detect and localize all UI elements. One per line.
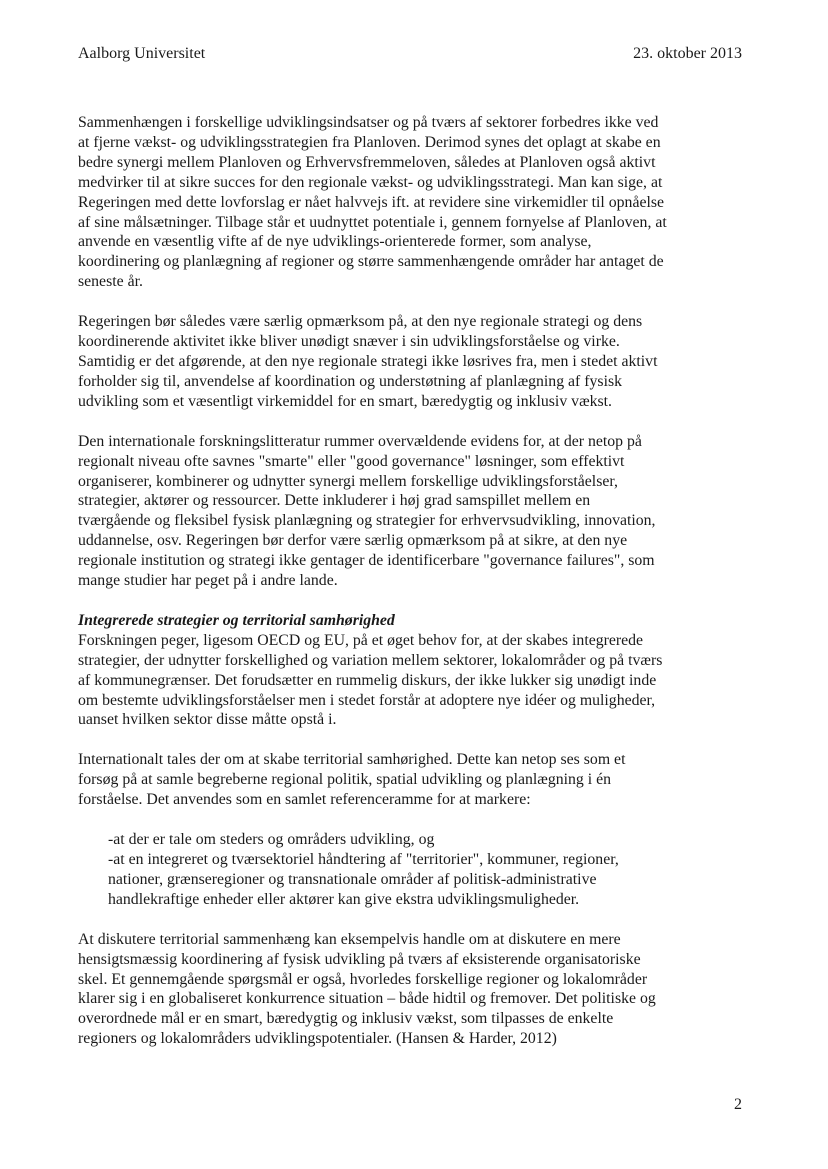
text-line: strategier, aktører og ressourcer. Dette inkluderer i høj grad samspillet mellem en bbox=[78, 492, 591, 510]
text-line: Internationalt tales der om at skabe territorial samhørighed. Dette kan netop ses som et bbox=[78, 751, 626, 769]
text-line: regionale institution og strategi ikke gentager de identificerbare "governance failures", som bbox=[78, 552, 655, 570]
text-line: Regeringen bør således være særlig opmærksom på, at den nye regionale strategi og dens bbox=[78, 313, 643, 331]
text-line: medvirker til at sikre succes for den regionale vækst- og udviklingsstrategi. Man kan sige, at bbox=[78, 173, 663, 191]
paragraph bbox=[78, 631, 748, 731]
text-line: klarer sig i en globaliseret konkurrence situation – både hidtil og fremover. Det politiske og bbox=[78, 990, 656, 1008]
text-line: organiserer, kombinerer og udnytter synergi mellem forskellige udviklingsforståelser, bbox=[78, 472, 618, 490]
text-line: udvikling som et væsentligt virkemiddel for en smart, bæredygtig og inklusiv vækst. bbox=[78, 392, 612, 410]
text-line: tværgående og fleksibel fysisk planlægning og strategier for erhvervsudvikling, innovation, bbox=[78, 512, 656, 530]
page-number: 2 bbox=[734, 1096, 742, 1113]
text-line: bedre synergi mellem Planloven og Erhvervsfremmeloven, således at Planloven også aktivt bbox=[78, 153, 656, 171]
text-line: strategier, der udnytter forskellighed og variation mellem sektorer, lokalområder og på tværs bbox=[78, 651, 663, 669]
text-line: Regeringen med dette lovforslag er nået halvvejs ift. at revidere sine virkemidler til opnåelse bbox=[78, 193, 665, 211]
text-line: forsøg på at samle begreberne regional politik, spatial udvikling og planlægning i én bbox=[78, 771, 612, 789]
paragraph bbox=[78, 930, 748, 1049]
header-date: 23. oktober 2013 bbox=[633, 45, 742, 62]
text-line: anvende en væsentlig vifte af de nye udviklings-orienterede former, som analyse, bbox=[78, 233, 592, 251]
text-line: koordinerende aktivitet ikke bliver unødigt snæver i sin udviklingsforståelse og virke. bbox=[78, 333, 620, 351]
text-line: uddannelse, osv. Regeringen bør derfor være særlig opmærksom på at sikre, at den nye bbox=[78, 532, 628, 550]
header-organization: Aalborg Universitet bbox=[78, 45, 206, 62]
paragraph bbox=[78, 312, 748, 412]
paragraph bbox=[78, 432, 748, 591]
text-line: At diskutere territorial sammenhæng kan eksempelvis handle om at diskutere en mere bbox=[78, 930, 621, 948]
text-line: Forskningen peger, ligesom OECD og EU, på et øget behov for, at der skabes integrerede bbox=[78, 631, 644, 649]
bullet-item: -at en integreret og tværsektoriel håndtering af "territorier", kommuner, regioner, bbox=[108, 851, 619, 868]
text-line: Den internationale forskningslitteratur rummer overvældende evidens for, at der netop på bbox=[78, 432, 642, 450]
paragraph bbox=[78, 113, 748, 292]
text-line: af sine målsætninger. Tilbage står et uudnyttet potentiale i, gennem fornyelse af Planloven, at bbox=[78, 213, 667, 231]
text-line: regionalt niveau ofte savnes "smarte" eller "good governance" løsninger, som effektivt bbox=[78, 452, 625, 470]
text-line: af kommunegrænser. Det forudsætter en rummelig diskurs, der ikke lukker sig unødigt inde bbox=[78, 671, 657, 689]
text-line: Samtidig er det afgørende, at den nye regionale strategi ikke løsrives fra, men i stedet aktivt bbox=[78, 352, 658, 370]
text-line: forholder sig til, anvendelse af koordination og understøtning af planlægning af fysisk bbox=[78, 372, 623, 390]
bullet-item: -at der er tale om steders og områders udvikling, og bbox=[108, 831, 435, 849]
paragraph bbox=[78, 750, 748, 810]
text-line: handlekraftige enheder eller aktører kan give ekstra udviklingsmuligheder. bbox=[108, 890, 580, 908]
text-line: mange studier har peget på i andre lande. bbox=[78, 572, 338, 590]
text-line: forståelse. Det anvendes som en samlet referenceramme for at markere: bbox=[78, 791, 531, 809]
text-line: overordnede mål er en smart, bæredygtig og inklusiv vækst, som tilpasses de enkelte bbox=[78, 1010, 614, 1028]
text-line: regioners og lokalområders udviklingspotentialer. (Hansen & Harder, 2012) bbox=[78, 1030, 557, 1048]
text-line: hensigtsmæssig koordinering af fysisk udvikling på tværs af eksisterende organisatoriske bbox=[78, 950, 641, 968]
document-body bbox=[78, 113, 748, 1069]
text-line: Sammenhængen i forskellige udviklingsindsatser og på tværs af sektorer forbedres ikke ved bbox=[78, 114, 659, 131]
text-line: koordinering og planlægning af regioner og større sammenhængende områder har antaget de bbox=[78, 253, 664, 271]
bullet-list bbox=[108, 830, 748, 910]
text-line: at fjerne vækst- og udviklingsstrategien fra Planloven. Derimod synes det oplagt at skabe en bbox=[78, 133, 661, 151]
text-line: skel. Et gennemgående spørgsmål er også, hvorledes forskellige regioner og lokalområder bbox=[78, 970, 648, 988]
text-line: uanset hvilken sektor disse måtte opstå i. bbox=[78, 711, 337, 729]
section-heading: Integrerede strategier og territorial samhørighed bbox=[78, 611, 395, 629]
text-line: om bestemte udviklingsforståelser men i stedet forstår at adoptere nye idéer og muligheder, bbox=[78, 691, 656, 709]
text-line: seneste år. bbox=[78, 273, 143, 291]
text-line: nationer, grænseregioner og transnationale områder af politisk-administrative bbox=[108, 870, 597, 888]
